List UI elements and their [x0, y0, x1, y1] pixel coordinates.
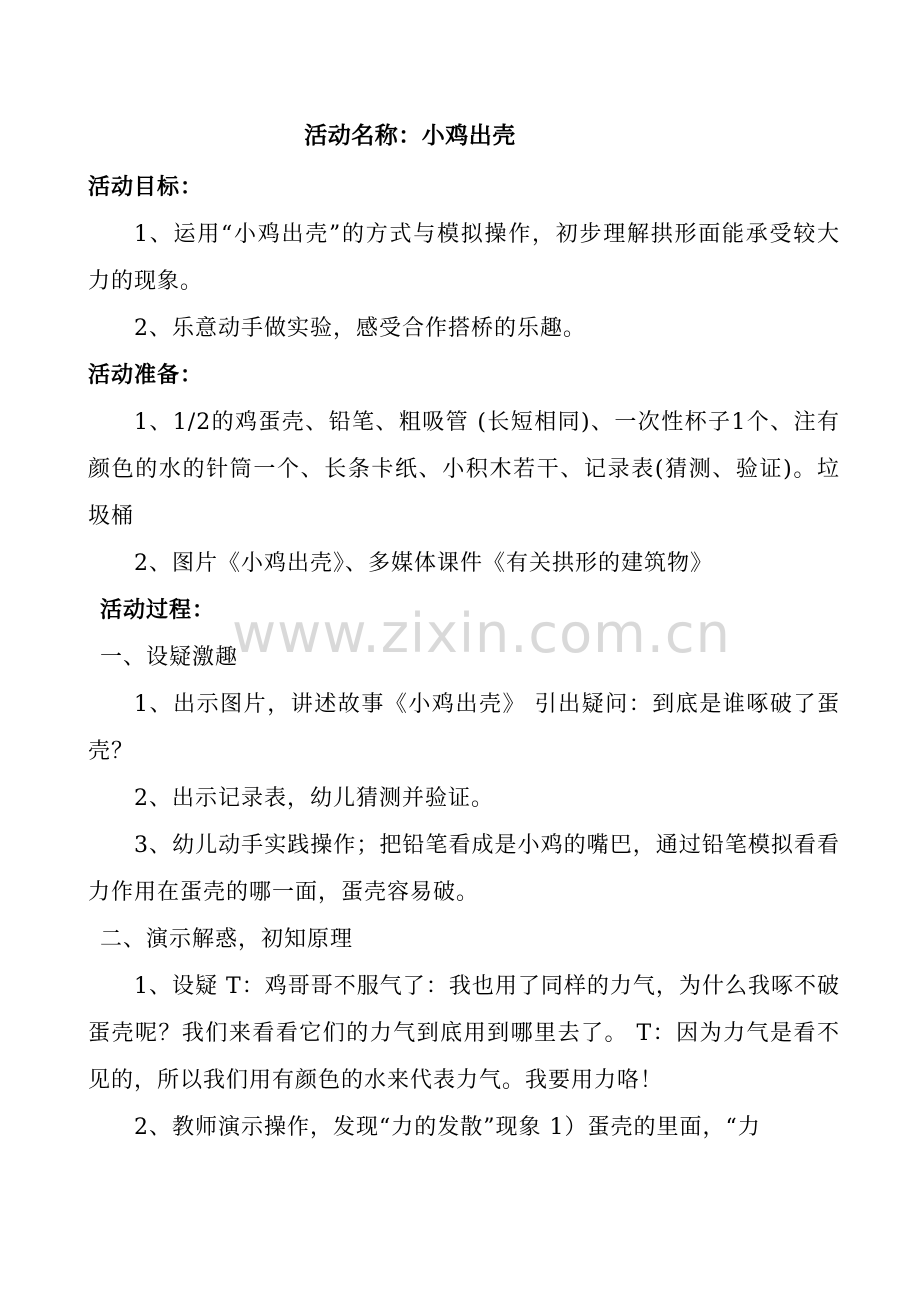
section1-item-3: 3、幼儿动手实践操作；把铅笔看成是小鸡的嘴巴，通过铅笔模拟看看力作用在蛋壳的哪一面，蛋壳容易破。 — [88, 833, 840, 905]
process-heading: 活动过程： — [100, 597, 216, 623]
goal-item-1: 1、运用“小鸡出壳”的方式与模拟操作，初步理解拱形面能承受较大力的现象。 — [88, 222, 840, 294]
section1-item-1: 1、出示图片，讲述故事《小鸡出壳》 引出疑问：到底是谁啄破了蛋壳？ — [88, 692, 840, 764]
prep-heading: 活动准备： — [88, 362, 204, 388]
section2-item-2: 2、教师演示操作，发现“力的发散”现象 1）蛋壳的里面，“力 — [134, 1115, 761, 1140]
document-body — [88, 164, 840, 1151]
page-title: 活动名称：小鸡出壳 — [304, 122, 516, 149]
section1-heading: 一、设疑激趣 — [100, 645, 239, 670]
prep-item-1: 1、1/2的鸡蛋壳、铅笔、粗吸管 (长短相同)、一次性杯子1个、注有颜色的水的针筒一个、长条卡纸、小积木若干、记录表(猜测、验证)。垃圾桶 — [88, 410, 840, 529]
section2-item-1: 1、设疑 T：鸡哥哥不服气了：我也用了同样的力气，为什么我啄不破蛋壳呢？我们来看看它们的力气到底用到哪里去了。 T：因为力气是看不见的，所以我们用有颜色的水来代表力气。我要用力咯！ — [88, 974, 840, 1093]
section1-item-2: 2、出示记录表，幼儿猜测并验证。 — [134, 786, 494, 811]
section2-heading: 二、演示解惑，初知原理 — [100, 927, 354, 952]
goals-heading: 活动目标： — [88, 174, 204, 200]
goal-item-2: 2、乐意动手做实验，感受合作搭桥的乐趣。 — [134, 316, 586, 341]
watermark: www.zixin.com.cn — [232, 602, 731, 665]
prep-item-2: 2、图片《小鸡出壳》、多媒体课件《有关拱形的建筑物》 — [134, 551, 713, 576]
